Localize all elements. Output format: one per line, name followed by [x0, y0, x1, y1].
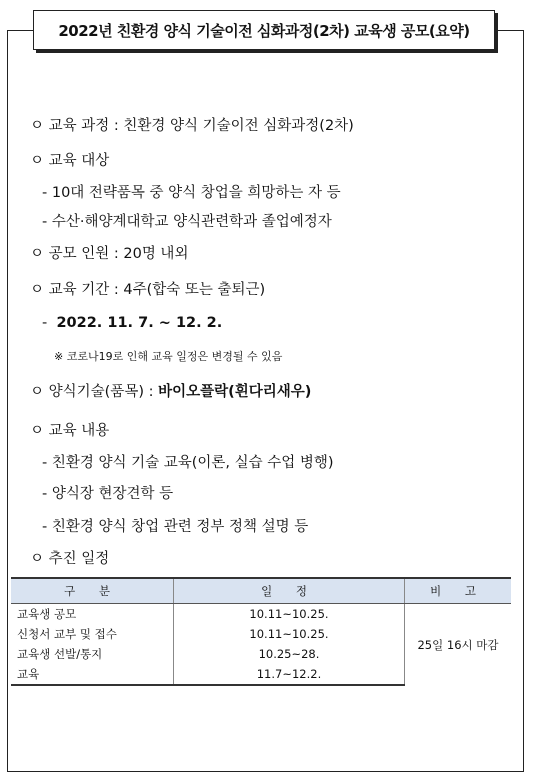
row-item: 교육생 공모 [17, 607, 77, 621]
row-date: 10.25~28. [174, 644, 405, 664]
row-date: 10.11~10.25. [174, 624, 405, 644]
column-header-date: 일 정 [174, 578, 405, 604]
content-item-2: - 양식장 현장견학 등 [42, 486, 174, 502]
period-dates: - 2022. 11. 7. ~ 12. 2. [42, 315, 223, 331]
target-item-1: - 10대 전략품목 중 양식 창업을 희망하는 자 등 [42, 185, 341, 201]
document-title: 2022년 친환경 양식 기술이전 심화과정(2차) 교육생 공모(요약) [33, 10, 495, 50]
schedule-table [11, 577, 511, 686]
table-header-row [11, 578, 511, 604]
row-remark: 25일 16시 마감 [405, 604, 512, 686]
course-line: ㅇ 교육 과정 : 친환경 양식 기술이전 심화과정(2차) [30, 118, 354, 134]
row-item: 교육생 선발/통지 [17, 647, 103, 661]
covid-note: ※ 코로나19로 인해 교육 일정은 변경될 수 있음 [54, 350, 283, 363]
recruit-line: ㅇ 공모 인원 : 20명 내외 [30, 246, 189, 262]
content-item-1: - 친환경 양식 기술 교육(이론, 실습 수업 병행) [42, 455, 334, 471]
table-row [11, 604, 511, 625]
target-item-2: - 수산·해양계대학교 양식관련학과 졸업예정자 [42, 214, 332, 230]
row-date: 10.11~10.25. [174, 604, 405, 625]
period-line: ㅇ 교육 기간 : 4주(합숙 또는 출퇴근) [30, 282, 266, 298]
row-item: 신청서 교부 및 접수 [17, 627, 117, 641]
schedule-heading: ㅇ 추진 일정 [30, 551, 110, 567]
row-date: 11.7~12.2. [174, 664, 405, 685]
column-header-remark: 비 고 [405, 578, 512, 604]
tech-line: ㅇ 양식기술(품목) : 바이오플락(흰다리새우) [30, 384, 312, 400]
row-item: 교육 [11, 664, 174, 685]
target-heading: ㅇ 교육 대상 [30, 153, 110, 169]
column-header-category: 구 분 [11, 578, 174, 604]
content-heading: ㅇ 교육 내용 [30, 423, 110, 439]
content-item-3: - 친환경 양식 창업 관련 정부 정책 설명 등 [42, 519, 309, 535]
